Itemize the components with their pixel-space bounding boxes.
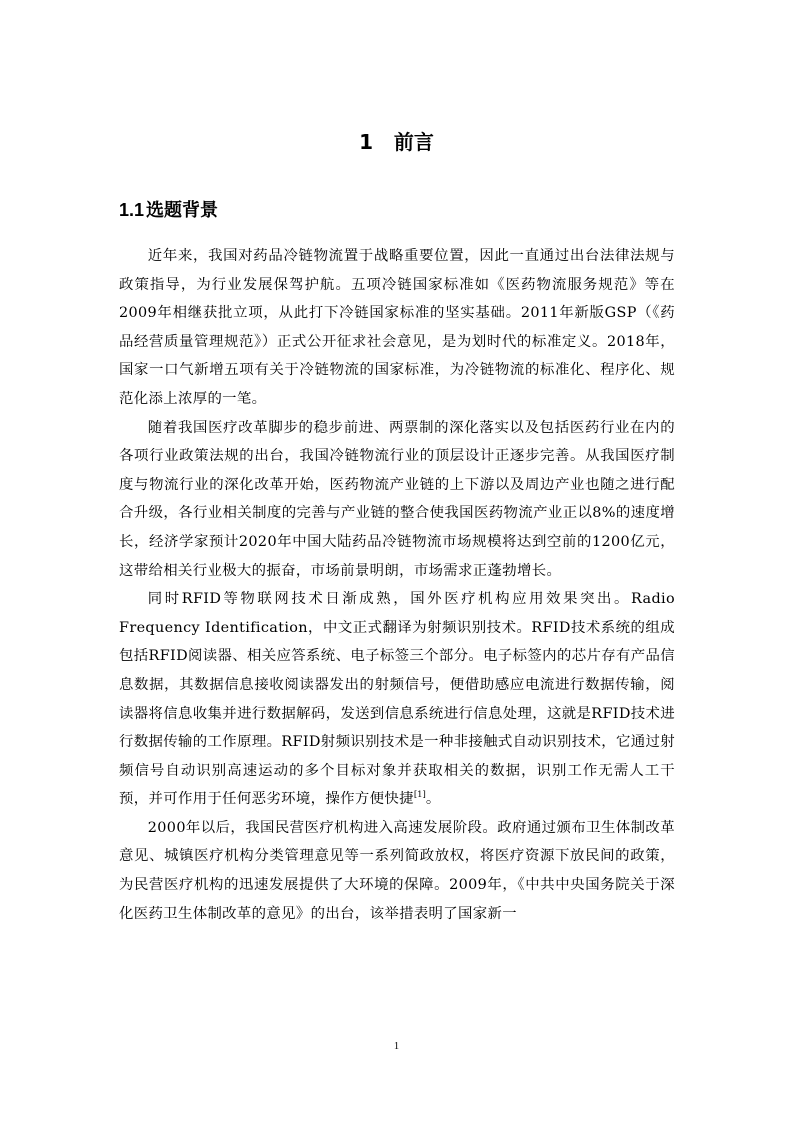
paragraph-1: 近年来，我国对药品冷链物流置于战略重要位置，因此一直通过出台法律法规与政策指导，为行业发展保驾护航。五项冷链国家标准如《医药物流服务规范》等在2009年相继获批立项，从此打下冷链国家标准的坚实基础。2011年新版GSP（《药品经营质量管理规范》）正式公开征求社会意见，是为划时代的标准定义。2018年，国家一口气新增五项有关于冷链物流的国家标准，为冷链物流的标准化、程序化、规范化添上浓厚的一笔。 xyxy=(119,248,675,407)
page-number: 1 xyxy=(393,1041,400,1052)
paragraph-3-text: 同时RFID等物联网技术日渐成熟，国外医疗机构应用效果突出。Radio Frequency Identification，中文正式翻译为射频识别技术。RFID技术系统的组成包括RFID阅读器、相关应答系统、电子标签三个部分。电子标签内的芯片存有产品信息数据，其数据信息接收阅读器发出的射频信号，便借助感应电流进行数据传输，阅读器将信息收集并进行数据解码，发送到信息系统进行信息处理，这就是RFID技术进行数据传输的工作原理。RFID射频识别技术是一种非接触式自动识别技术，它通过射频信号自动识别高速运动的多个目标对象并获取相关的数据，识别工作无需人工干预，并可作用于任何恶劣环境，操作方便快捷 xyxy=(119,591,675,808)
paragraph-2: 随着我国医疗改革脚步的稳步前进、两票制的深化落实以及包括医药行业在内的各项行业政策法规的出台，我国冷链物流行业的顶层设计正逐步完善。从我国医疗制度与物流行业的深化改革开始，医药物流产业链的上下游以及周边产业也随之进行配合升级，各行业相关制度的完善与产业链的整合使我国医药物流产业正以8%的速度增长，经济学家预计2020年中国大陆药品冷链物流市场规模将达到空前的1200亿元，这带给相关行业极大的振奋，市场前景明朗，市场需求正蓬勃增长。 xyxy=(119,419,675,579)
paragraph-3 xyxy=(119,585,675,814)
section-title-text: 选题背景 xyxy=(146,200,219,221)
citation-marker: [1] xyxy=(413,790,426,801)
paragraph-4: 2000年以后，我国民营医疗机构进入高速发展阶段。政府通过颁布卫生体制改革意见、城镇医疗机构分类管理意见等一系列简政放权，将医疗资源下放民间的政策，为民营医疗机构的迅速发展提供了大环境的保障。2009年，《中共中央国务院关于深化医药卫生体制改革的意见》的出台，该举措表明了国家新一 xyxy=(119,819,675,922)
paragraph-3-end: 。 xyxy=(425,791,441,808)
section-number: 1.1 xyxy=(119,200,145,220)
section-heading xyxy=(119,197,218,224)
body-text xyxy=(119,242,675,928)
chapter-title: 1 前言 xyxy=(359,130,434,154)
